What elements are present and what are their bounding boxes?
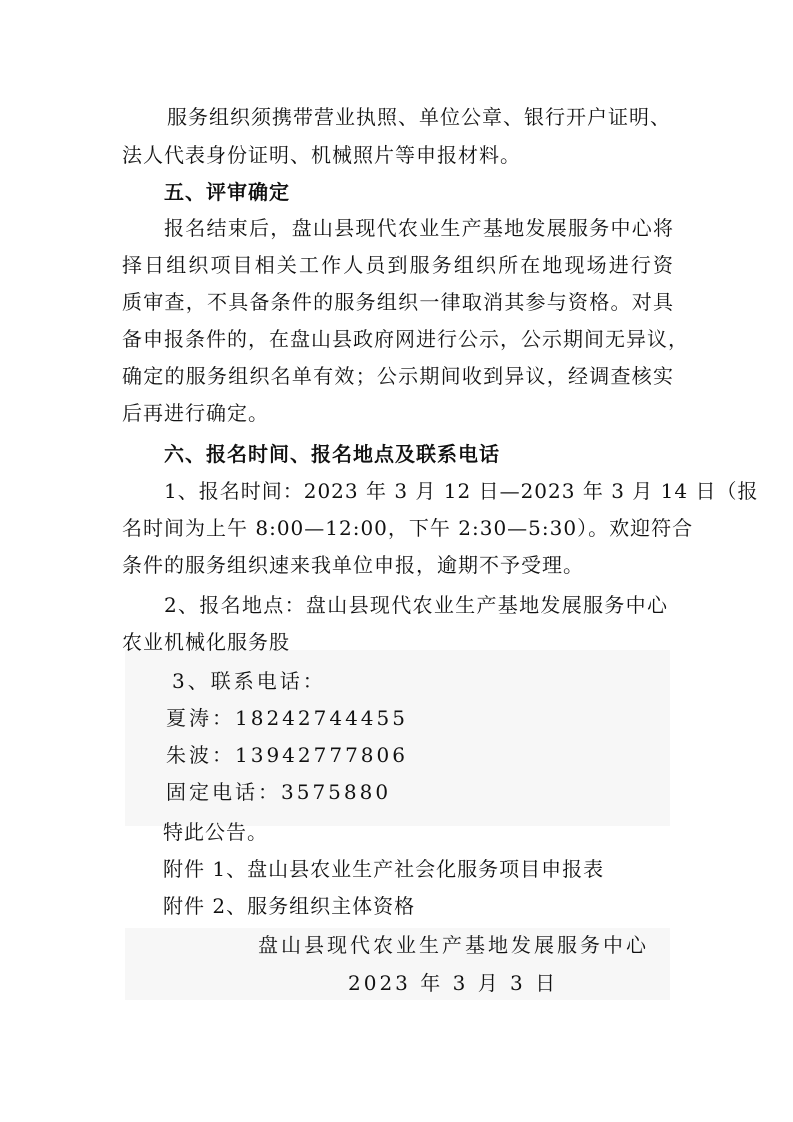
- paragraph-line: 条件的服务组织速来我单位申报，逾期不予受理。: [122, 553, 584, 577]
- paragraph-line: 质审查，不具备条件的服务组织一律取消其参与资格。对具: [122, 290, 674, 314]
- contact-phone: 夏涛：18242744455: [166, 706, 408, 730]
- paragraph-line: 备申报条件的，在盘山县政府网进行公示，公示期间无异议，: [122, 327, 689, 351]
- paragraph-line: 择日组织项目相关工作人员到服务组织所在地现场进行资: [122, 253, 674, 277]
- paragraph-line: 后再进行确定。: [122, 401, 269, 425]
- closing-remark: 特此公告。: [163, 820, 268, 844]
- paragraph-line: 1、报名时间：2023 年 3 月 12 日—2023 年 3 月 14 日（报: [164, 479, 759, 503]
- attachment-line: 附件 1、盘山县农业生产社会化服务项目申报表: [163, 857, 605, 881]
- contact-landline: 固定电话：3575880: [166, 780, 392, 804]
- paragraph-line: 确定的服务组织名单有效；公示期间收到异议，经调查核实: [122, 364, 674, 388]
- contact-phone: 朱波：13942777806: [166, 743, 408, 767]
- signature-organization: 盘山县现代农业生产基地发展服务中心: [258, 933, 649, 957]
- signature-date: 2023 年 3 月 3 日: [348, 971, 559, 995]
- paragraph-line: 2、报名地点：盘山县现代农业生产基地发展服务中心: [164, 593, 668, 617]
- paragraph-line: 报名结束后，盘山县现代农业生产基地发展服务中心将: [164, 216, 674, 240]
- attachment-line: 附件 2、服务组织主体资格: [163, 894, 416, 918]
- section-heading-registration: 六、报名时间、报名地点及联系电话: [164, 442, 500, 466]
- contact-heading: 3、联系电话：: [172, 669, 326, 693]
- paragraph-line: 服务组织须携带营业执照、单位公章、银行开户证明、: [167, 105, 671, 129]
- section-heading-review: 五、评审确定: [164, 180, 290, 204]
- paragraph-line: 农业机械化服务股: [122, 630, 290, 654]
- paragraph-line: 名时间为上午 8:00—12:00，下午 2:30—5:30）。欢迎符合: [122, 516, 694, 540]
- paragraph-line: 法人代表身份证明、机械照片等申报材料。: [122, 143, 521, 167]
